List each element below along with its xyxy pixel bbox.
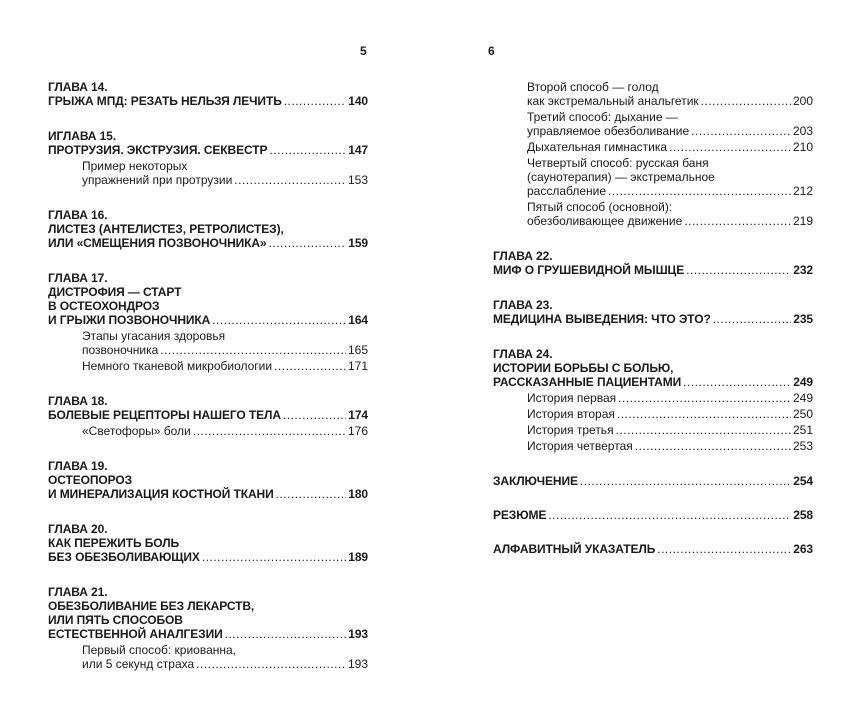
toc-subsection-entry bbox=[82, 329, 368, 357]
chapter-title-line bbox=[48, 627, 368, 641]
toc-chapter-entry bbox=[493, 474, 813, 488]
chapter-title-text: ИЛИ «СМЕЩЕНИЯ ПОЗВОНОЧНИКА» bbox=[48, 236, 267, 250]
dot-leader bbox=[225, 627, 347, 641]
toc-chapter-entry bbox=[493, 298, 813, 326]
dot-leader bbox=[202, 550, 346, 564]
subsection-title-text: История четвертая bbox=[527, 439, 633, 453]
chapter-label: ГЛАВА 14. bbox=[48, 80, 108, 94]
chapter-label: ГЛАВА 16. bbox=[48, 208, 108, 222]
chapter-page-number: 174 bbox=[348, 408, 368, 422]
chapter-title-line bbox=[48, 473, 368, 487]
subsection-title-line bbox=[82, 359, 368, 373]
subsection-title-line bbox=[527, 423, 813, 437]
dot-leader bbox=[635, 439, 791, 453]
dot-leader bbox=[283, 408, 346, 422]
subsection-title-text: Пример некоторых bbox=[82, 159, 188, 173]
subsection-title-text: упражнений при протрузии bbox=[82, 173, 233, 187]
toc-subsection-entry bbox=[527, 391, 813, 405]
chapter-title-line bbox=[48, 550, 368, 564]
chapter-title-text: ОБЕЗБОЛИВАНИЕ БЕЗ ЛЕКАРСТВ, bbox=[48, 599, 255, 613]
chapter-title-line bbox=[493, 312, 813, 326]
chapter-page-number: 180 bbox=[348, 487, 368, 501]
subsection-title-line bbox=[527, 200, 813, 214]
toc-chapter-entry bbox=[493, 542, 813, 556]
toc-column-left bbox=[48, 80, 368, 692]
dot-leader bbox=[269, 143, 346, 157]
subsection-title-text: Дыхательная гимнастика bbox=[527, 140, 668, 154]
chapter-label: ГЛАВА 17. bbox=[48, 271, 108, 285]
chapter-title-line bbox=[493, 542, 813, 556]
toc-subsection-entry bbox=[527, 439, 813, 453]
subsection-page-number: 203 bbox=[792, 124, 813, 138]
chapter-page-number: 164 bbox=[348, 313, 368, 327]
subsection-title-line bbox=[82, 159, 368, 173]
chapter-title-text: АЛФАВИТНЫЙ УКАЗАТЕЛЬ bbox=[493, 542, 656, 556]
subsection-title-line bbox=[82, 657, 368, 671]
chapter-title-line bbox=[48, 613, 368, 627]
toc-subsection-entry bbox=[82, 159, 368, 187]
chapter-page-number: 249 bbox=[793, 375, 813, 389]
toc-chapter-entry bbox=[493, 249, 813, 277]
toc-subsection-entry bbox=[82, 643, 368, 671]
dot-leader bbox=[691, 124, 791, 138]
chapter-title-text: ЗАКЛЮЧЕНИЕ bbox=[493, 474, 578, 488]
subsection-title-text: как экстремальный анальгетик bbox=[527, 94, 699, 108]
subsection-title-text: «Светофоры» боли bbox=[82, 424, 191, 438]
subsection-title-text: Немного тканевой микробиологии bbox=[82, 359, 273, 373]
subsection-title-text: обезболивающее движение bbox=[527, 214, 683, 228]
chapter-title-line bbox=[48, 285, 368, 299]
toc-subsection-entry bbox=[82, 359, 368, 373]
subsection-title-text: Первый способ: криованна, bbox=[82, 643, 237, 657]
toc-chapter-entry bbox=[48, 459, 368, 501]
chapter-label: ГЛАВА 22. bbox=[493, 249, 553, 263]
dot-leader bbox=[618, 391, 791, 405]
subsection-page-number: 212 bbox=[792, 184, 813, 198]
chapter-title-line bbox=[48, 599, 368, 613]
subsection-title-line bbox=[82, 329, 368, 343]
chapter-label: ГЛАВА 21. bbox=[48, 585, 108, 599]
dot-leader bbox=[686, 263, 791, 277]
chapter-title-text: ОСТЕОПОРОЗ bbox=[48, 473, 133, 487]
subsection-title-text: (саунотерапия) — экстремальное bbox=[527, 170, 715, 184]
chapter-title-text: ЕСТЕСТВЕННОЙ АНАЛГЕЗИИ bbox=[48, 627, 223, 641]
subsection-title-text: История первая bbox=[527, 391, 617, 405]
dot-leader bbox=[684, 214, 791, 228]
chapter-page-number: 232 bbox=[793, 263, 813, 277]
chapter-label: ГЛАВА 18. bbox=[48, 394, 108, 408]
chapter-title-text: РЕЗЮМЕ bbox=[493, 508, 547, 522]
chapter-title-text: КАК ПЕРЕЖИТЬ БОЛЬ bbox=[48, 536, 180, 550]
toc-chapter-entry bbox=[493, 508, 813, 522]
subsection-title-line bbox=[527, 407, 813, 421]
dot-leader bbox=[160, 343, 346, 357]
subsection-title-text: Второй способ — голод bbox=[527, 80, 659, 94]
toc-subsection-entry bbox=[527, 407, 813, 421]
toc-chapter-entry bbox=[48, 208, 368, 250]
chapter-title-line bbox=[493, 375, 813, 389]
subsection-title-line bbox=[527, 170, 813, 184]
subsection-title-line bbox=[82, 173, 368, 187]
toc-chapter-entry bbox=[48, 129, 368, 187]
toc-subsection-entry bbox=[527, 80, 813, 108]
dot-leader bbox=[701, 94, 791, 108]
toc-chapter-entry bbox=[48, 585, 368, 671]
subsection-title-text: Пятый способ (основной): bbox=[527, 200, 673, 214]
subsection-title-line bbox=[527, 391, 813, 405]
subsection-title-line bbox=[527, 110, 813, 124]
chapter-title-text: ИЛИ ПЯТЬ СПОСОБОВ bbox=[48, 613, 183, 627]
dot-leader bbox=[269, 236, 347, 250]
toc-subsection-entry bbox=[527, 423, 813, 437]
chapter-title-line bbox=[48, 536, 368, 550]
chapter-label: ГЛАВА 19. bbox=[48, 459, 108, 473]
dot-leader bbox=[580, 474, 791, 488]
chapter-page-number: 189 bbox=[348, 550, 368, 564]
toc-chapter-entry bbox=[493, 347, 813, 453]
chapter-label: ГЛАВА 23. bbox=[493, 298, 553, 312]
chapter-title-line bbox=[493, 263, 813, 277]
dot-leader bbox=[608, 184, 791, 198]
chapter-label: ГЛАВА 24. bbox=[493, 347, 553, 361]
chapter-page-number: 258 bbox=[793, 508, 813, 522]
dot-leader bbox=[669, 140, 791, 154]
chapter-title-line bbox=[48, 222, 368, 236]
chapter-title-line bbox=[48, 299, 368, 313]
chapter-title-line bbox=[493, 474, 813, 488]
chapter-title-text: БЕЗ ОБЕЗБОЛИВАЮЩИХ bbox=[48, 550, 200, 564]
toc-subsection-entry bbox=[527, 200, 813, 228]
chapter-label: ГЛАВА 20. bbox=[48, 522, 108, 536]
dot-leader bbox=[657, 542, 791, 556]
chapter-title-text: ЛИСТЕЗ (АНТЕЛИСТЕЗ, РЕТРОЛИСТЕЗ), bbox=[48, 222, 284, 236]
toc-subsection-entry bbox=[527, 140, 813, 154]
dot-leader bbox=[193, 424, 346, 438]
subsection-title-line bbox=[527, 184, 813, 198]
chapter-title-text: РАССКАЗАННЫЕ ПАЦИЕНТАМИ bbox=[493, 375, 682, 389]
toc-subsection-entry bbox=[527, 110, 813, 138]
dot-leader bbox=[713, 312, 792, 326]
dot-leader bbox=[234, 173, 346, 187]
subsection-title-line bbox=[527, 156, 813, 170]
subsection-title-line bbox=[82, 643, 368, 657]
toc-chapter-entry bbox=[493, 80, 813, 228]
chapter-title-text: ДИСТРОФИЯ — СТАРТ bbox=[48, 285, 182, 299]
subsection-title-line bbox=[527, 124, 813, 138]
chapter-title-line bbox=[48, 313, 368, 327]
subsection-title-text: управляемое обезболивание bbox=[527, 124, 690, 138]
chapter-page-number: 159 bbox=[348, 236, 368, 250]
subsection-title-text: Четвертый способ: русская баня bbox=[527, 156, 709, 170]
chapter-page-number: 235 bbox=[793, 312, 813, 326]
subsection-page-number: 165 bbox=[347, 343, 368, 357]
subsection-title-line bbox=[82, 343, 368, 357]
toc-chapter-entry bbox=[48, 80, 368, 108]
chapter-title-text: МИФ О ГРУШЕВИДНОЙ МЫШЦЕ bbox=[493, 263, 685, 277]
toc-subsection-entry bbox=[527, 156, 813, 198]
chapter-title-line bbox=[493, 361, 813, 375]
dot-leader bbox=[274, 359, 346, 373]
subsection-page-number: 250 bbox=[792, 407, 813, 421]
chapter-title-text: И ГРЫЖИ ПОЗВОНОЧНИКА bbox=[48, 313, 211, 327]
subsection-page-number: 200 bbox=[792, 94, 813, 108]
chapter-page-number: 254 bbox=[793, 474, 813, 488]
dot-leader bbox=[196, 657, 346, 671]
subsection-title-text: позвоночника bbox=[82, 343, 159, 357]
chapter-title-text: ГРЫЖА МПД: РЕЗАТЬ НЕЛЬЗЯ ЛЕЧИТЬ bbox=[48, 94, 282, 108]
page-number-right: 6 bbox=[488, 44, 495, 58]
subsection-page-number: 210 bbox=[792, 140, 813, 154]
chapter-title-line bbox=[493, 508, 813, 522]
chapter-title-text: И МИНЕРАЛИЗАЦИЯ КОСТНОЙ ТКАНИ bbox=[48, 487, 274, 501]
chapter-label: ИГЛАВА 15. bbox=[48, 129, 116, 143]
subsection-page-number: 171 bbox=[347, 359, 368, 373]
chapter-title-text: ИСТОРИИ БОРЬБЫ С БОЛЬЮ, bbox=[493, 361, 674, 375]
page-number-left: 5 bbox=[360, 44, 367, 58]
chapter-title-text: БОЛЕВЫЕ РЕЦЕПТОРЫ НАШЕГО ТЕЛА bbox=[48, 408, 281, 422]
subsection-title-line bbox=[82, 424, 368, 438]
toc-chapter-entry bbox=[48, 522, 368, 564]
dot-leader bbox=[276, 487, 347, 501]
chapter-title-text: В ОСТЕОХОНДРОЗ bbox=[48, 299, 160, 313]
dot-leader bbox=[683, 375, 791, 389]
chapter-title-text: МЕДИЦИНА ВЫВЕДЕНИЯ: ЧТО ЭТО? bbox=[493, 312, 711, 326]
chapter-page-number: 263 bbox=[793, 542, 813, 556]
subsection-title-text: Этапы угасания здоровья bbox=[82, 329, 226, 343]
toc-chapter-entry bbox=[48, 271, 368, 373]
subsection-page-number: 176 bbox=[347, 424, 368, 438]
subsection-title-line bbox=[527, 140, 813, 154]
chapter-page-number: 140 bbox=[348, 94, 368, 108]
subsection-title-line bbox=[527, 94, 813, 108]
subsection-title-text: Третий способ: дыхание — bbox=[527, 110, 678, 124]
subsection-title-text: История вторая bbox=[527, 407, 615, 421]
dot-leader bbox=[212, 313, 346, 327]
chapter-title-line bbox=[48, 143, 368, 157]
subsection-title-text: или 5 секунд страха bbox=[82, 657, 195, 671]
subsection-page-number: 153 bbox=[347, 173, 368, 187]
dot-leader bbox=[284, 94, 347, 108]
subsection-title-line bbox=[527, 439, 813, 453]
toc-subsection-entry bbox=[82, 424, 368, 438]
toc-column-right bbox=[493, 80, 813, 576]
chapter-title-line bbox=[48, 487, 368, 501]
subsection-page-number: 249 bbox=[792, 391, 813, 405]
chapter-page-number: 193 bbox=[348, 627, 368, 641]
subsection-page-number: 193 bbox=[347, 657, 368, 671]
dot-leader bbox=[548, 508, 791, 522]
subsection-page-number: 253 bbox=[792, 439, 813, 453]
dot-leader bbox=[616, 423, 791, 437]
subsection-page-number: 219 bbox=[792, 214, 813, 228]
chapter-page-number: 147 bbox=[348, 143, 368, 157]
subsection-title-line bbox=[527, 214, 813, 228]
subsection-title-line bbox=[527, 80, 813, 94]
dot-leader bbox=[617, 407, 791, 421]
chapter-title-line bbox=[48, 408, 368, 422]
toc-chapter-entry bbox=[48, 394, 368, 438]
subsection-page-number: 251 bbox=[792, 423, 813, 437]
subsection-title-text: История третья bbox=[527, 423, 614, 437]
chapter-title-text: ПРОТРУЗИЯ. ЭКСТРУЗИЯ. СЕКВЕСТР bbox=[48, 143, 268, 157]
subsection-title-text: расслабление bbox=[527, 184, 607, 198]
chapter-title-line bbox=[48, 236, 368, 250]
chapter-title-line bbox=[48, 94, 368, 108]
